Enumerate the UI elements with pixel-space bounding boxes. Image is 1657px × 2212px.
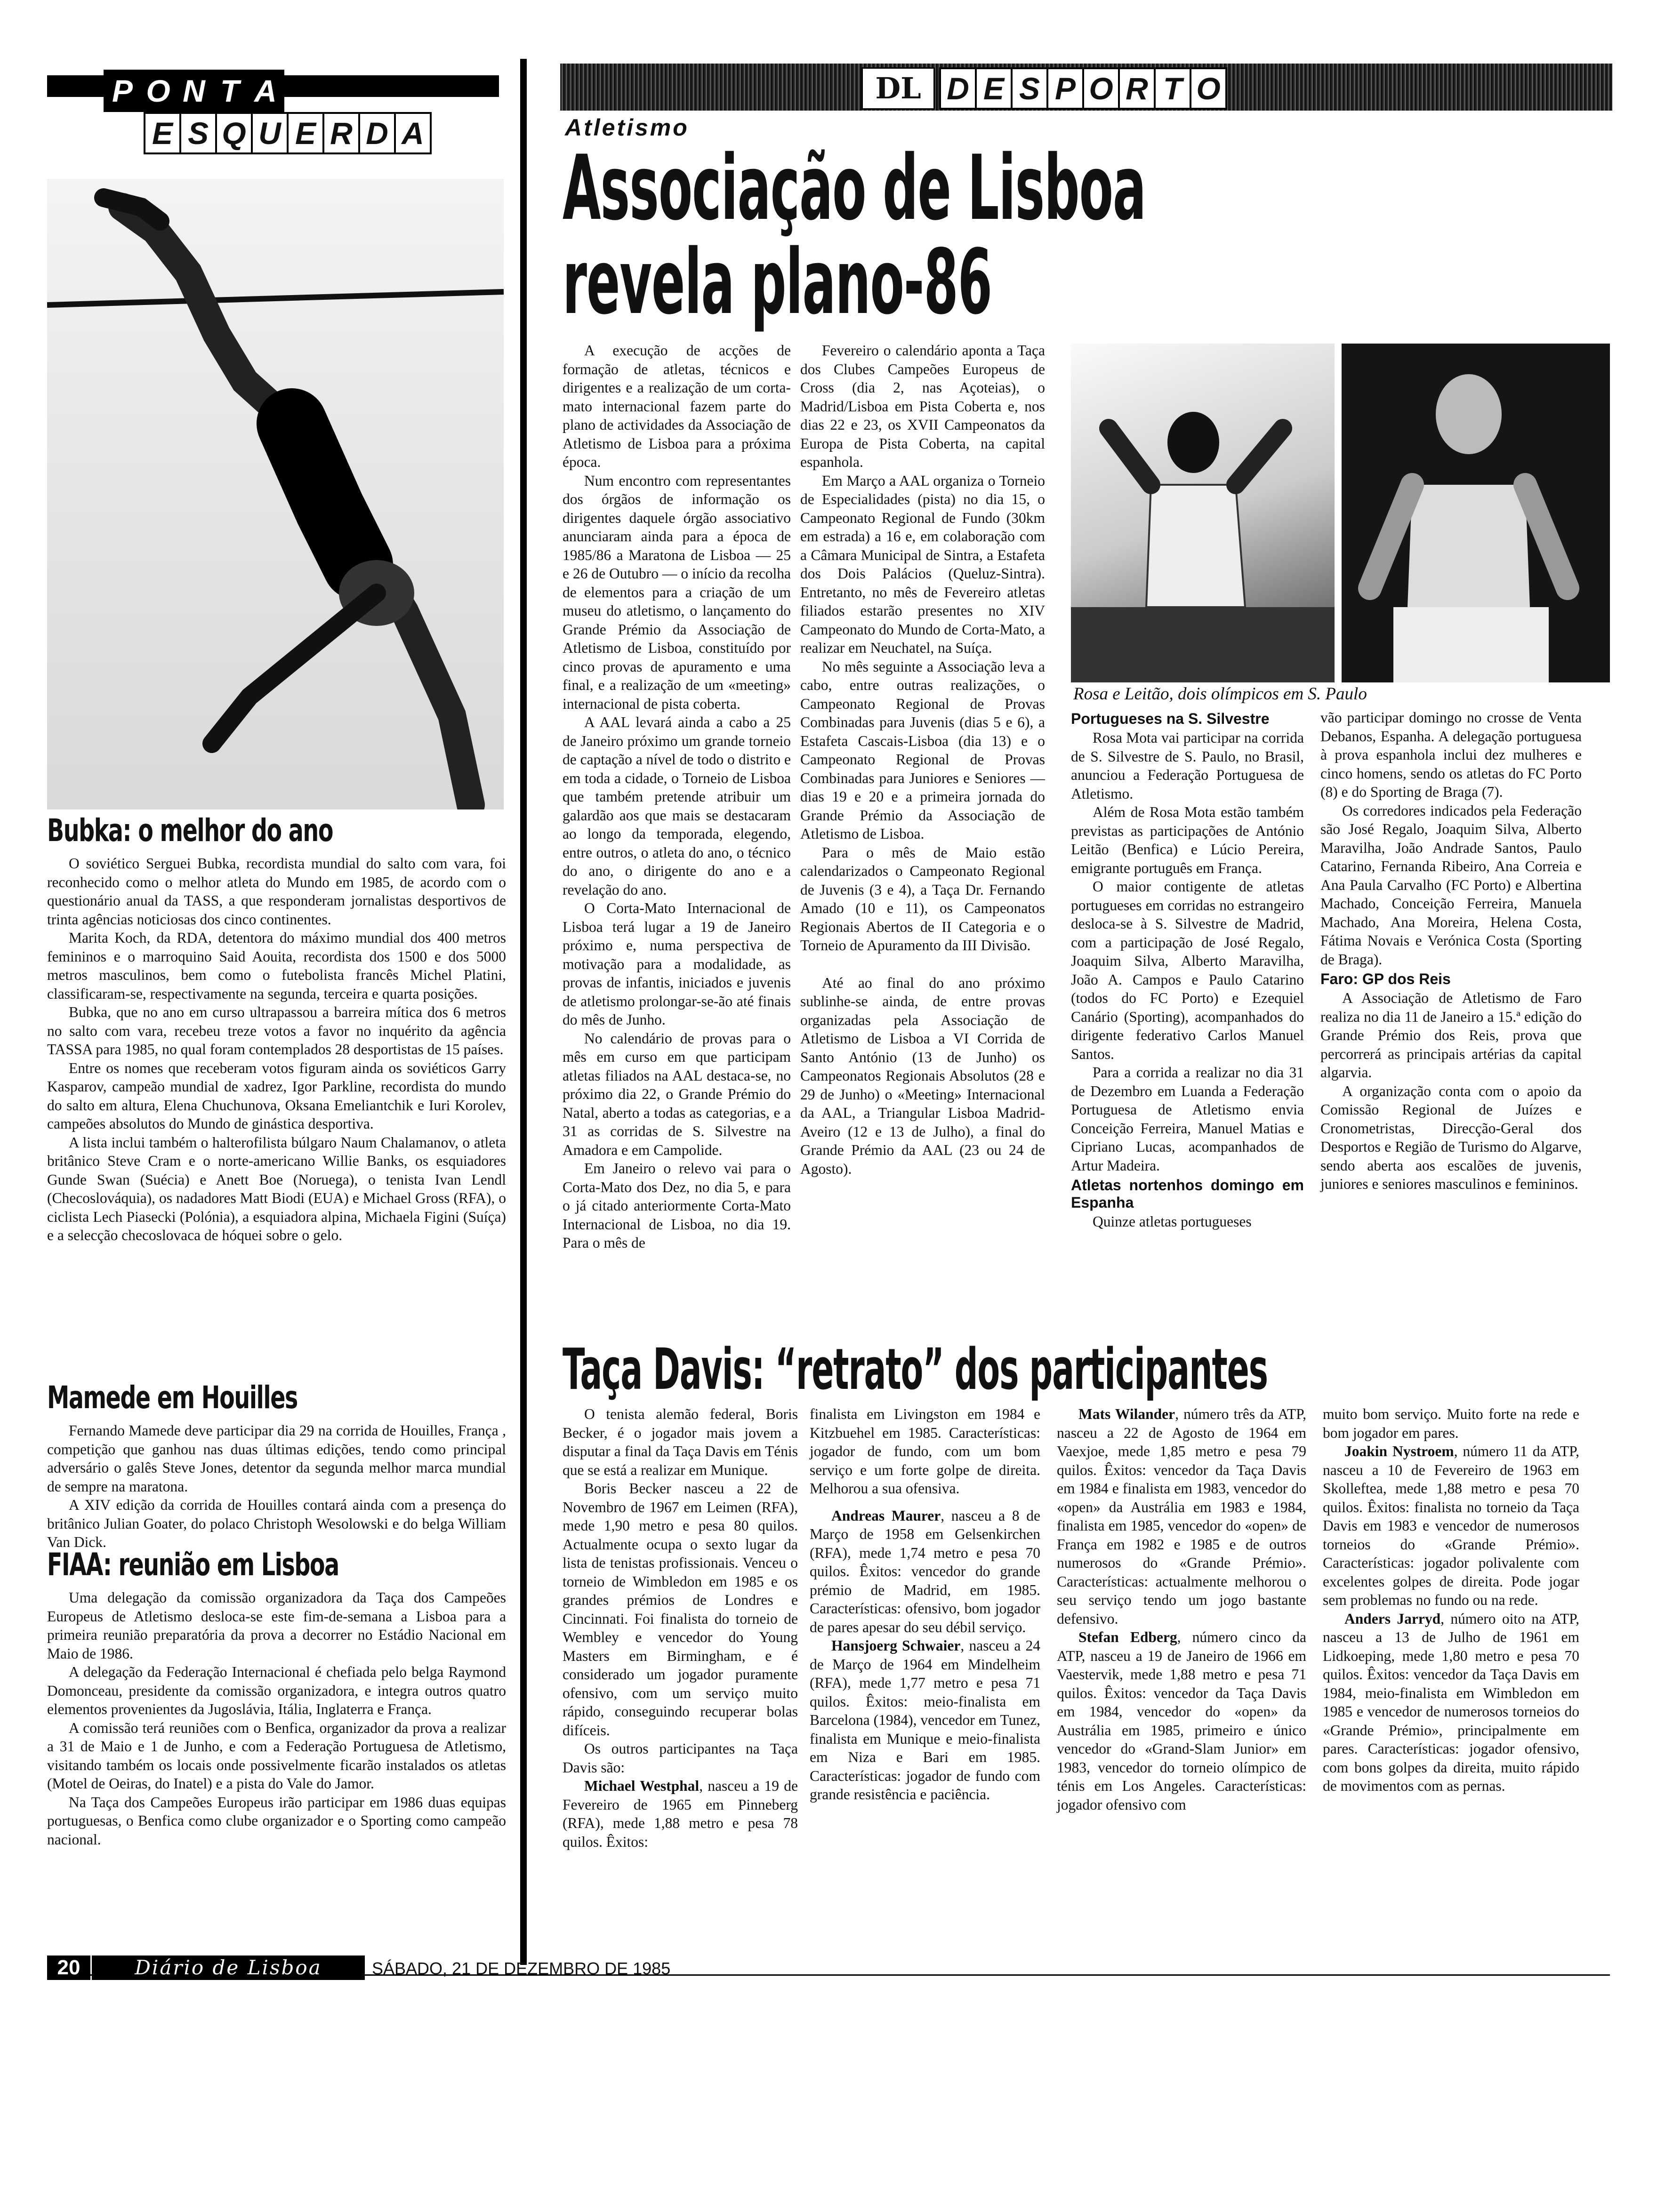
jarryd-name: Anders Jarryd [1344,1610,1441,1627]
section-label-esquerda: E S Q U E R D A [144,112,430,154]
aal-column-2: Fevereiro o calendário aponta a Taça dos Clubes Campeões Europeus de Cross (dia 2, nas Açoteias), o Madrid/Lisboa em Pista Coberta e, nos dias 22 e 23, os XVII Campeonatos da Europa de Pista Coberta, na capital espanhola. Em Março a AAL organiza o Torneio de Especialidades (pista) no dia 15, o Campeonato Regional de Fundo (30km em estrada) a 16 e, em colaboração com a Câmara Municipal de Sintra, a Estafeta dos Dois Palácios (Queluz-Sintra). Entretanto, no mês de Fevereiro atletas filiados estarão presentes no XIV Campeonato do Mundo de Corta-Mato, a realizar em Neuchatel, na Suíça. No mês seguinte a Associação leva a cabo, entre outras realizações, o Campeonato Regional de Provas Combinadas para Juvenis (dias 5 e 6), a Estafeta Cascais-Lisboa (dia 13) e o Campeonato Regional de Provas Combinadas para Juniores e Seniores — dias 19 e 20 e a primeira jornada do Grande Prémio da Associação de Atletismo de Lisboa. Para o mês de Maio estão calendarizados o Campeonato Regional de Juvenis (3 e 4), a Taça Dr. Fernando Amado (10 e 11), os Campeonatos Regionais Abertos de II Categoria e o Torneio de Apuramento da III Divisão. Até ao final do ano próximo sublinhe-se ainda, de entre provas organizadas pela Associação de Atletismo de Lisboa a VI Corrida de Santo António (13 de Junho) os Campeonatos Regionais Absolutos (28 e 29 de Junho) o «Meeting» Internacional da AAL, a Triangular Lisboa Madrid-Aveiro (12 e 13 de Julho), a final do Grande Prémio da AAL (23 ou 24 de Agosto). [800,342,1045,1177]
section-desporto: D E S P O R T O [939,67,1225,110]
ponta-esquerda-label [47,61,499,169]
nystroem-name: Joakin Nystroem [1344,1443,1454,1459]
kicker-atletismo: Atletismo [565,114,689,141]
rosa-mota-photo [1071,344,1335,682]
davis-headline: Taça Davis: “retrato” dos participantes [563,1337,1268,1403]
subhead-faro: Faro: GP dos Reis [1320,970,1451,987]
section-header-bar [560,64,1612,111]
dl-logo: DL [861,67,935,110]
footer-date: SÁBADO, 21 DE DEZEMBRO DE 1985 [372,1959,671,1978]
headline-line-2: revela plano-86 [563,230,992,334]
headline-line-1: Associação de Lisboa [563,136,1146,240]
schwaier-name: Hansjoerg Schwaier [831,1637,961,1654]
subhead-espanha: Atletas nortenhos domingo em Espanha [1071,1177,1304,1211]
davis-column-3: Mats Wilander, número três da ATP, nasceu a 22 de Agosto de 1964 em Vaexjoe, mede 1,85 metro e pesa 79 quilos. Êxitos: vencedor da Taça Davis em 1984 e finalista em 1983, vencedor do «open» da Austrália em 1983 e 1984, finalista em 1985, vencedor do «open» de França em 1982 e 1985 e de outros numerosos do «Grande Prémio». Características: actualmente melhorou o seu serviço tendo um jogo bastante defensivo. Stefan Edberg, número cinco da ATP, nasceu a 19 de Janeiro de 1966 em Vaestervik, mede 1,88 metro e pesa 71 quilos. Êxitos: vencedor da Taça Davis em 1984, vencedor do «open» da Austrália em 1985, primeiro e único vencedor do «Grand-Slam Junior» em 1983, vencedor do torneio olímpico de ténis em Los Angeles. Características: jogador ofensivo com [1057,1406,1306,1813]
davis-column-1: O tenista alemão federal, Boris Becker, é o jogador mais jovem a disputar a final da Taça Davis em Ténis que se está a realizar em Munique. Boris Becker nasceu a 22 de Novembro de 1967 em Leimen (RFA), mede 1,90 metro e pesa 80 quilos. Actualmente ocupa o sexto lugar da lista de tenistas profissionais. Venceu o torneio de Wimbledon em 1985 e os grandes prémios de Londres e Cincinnati. Foi finalista do torneio de Wembley e vencedor do Young Masters em Birmingham, e é considerado um jogador puramente ofensivo, com um serviço muito rápido, conseguindo recuperar bolas difíceis. Os outros participantes na Taça Davis são: Michael Westphal, nasceu a 19 de Fevereiro de 1965 em Pinneberg (RFA), mede 1,88 metro e pesa 78 quilos. Êxitos: [563,1406,798,1850]
bubka-pole-vault-photo [47,179,504,809]
maurer-name: Andreas Maurer [831,1507,941,1524]
masthead: Diário de Lisboa [92,1956,365,1980]
subhead-silvestre: Portugueses na S. Silvestre [1071,710,1270,727]
davis-column-4: muito bom serviço. Muito forte na rede e bom jogador em pares. Joakin Nystroem, número 11 da ATP, nasceu a 10 de Fevereiro de 1963 em Skolleftea, mede 1,88 metro e pesa 70 quilos. Êxitos: finalista no torneio da Taça Davis em 1983 e vencedor de numerosos torneios do «Grande Prémio». Características: jogador polivalente com excelentes golpes de direita. Pode jogar sem problemas no fundo ou na rede. Anders Jarryd, número oito na ATP, nasceu a 13 de Julho de 1961 em Lidkoeping, mede 1,80 metro e pesa 70 quilos. Êxitos: vencedor da Taça Davis em 1984, meio-finalista em Wimbledon em 1985 e vencedor de numerosos torneios do «Grande Prémio», principalmente em pares. Características: jogador ofensivo, com bons golpes da direita, muito rápido de movimentos com as pernas. [1323,1406,1580,1794]
page-number: 20 [47,1956,90,1980]
fiaa-article: Uma delegação da comissão organizadora da Taça dos Campeões Europeus de Atletismo desloca-se este fim-de-semana a Lisboa para a primeira reunião preparatória da prova a decorrer no Estádio Nacional em Maio de 1986. A delegação da Federação Internacional é chefiada pelo belga Raymond Domonceau, presidente da comissão organizadora, e integra outros quatro elementos provenientes da Jugoslávia, Itália, Inglaterra e França. A comissão terá reuniões com o Benfica, organizador da prova a realizar a 31 de Maio e 1 de Junho, e com a Federação Portuguesa de Atletismo, visitando também os locais onde possivelmente ficarão instalados os atletas (Motel de Oeiras, do Inatel) e a pista do Vale do Jamor. Na Taça dos Campeões Europeus irão participar em 1986 duas equipas portuguesas, o Benfica como clube organizador e o Sporting como campeão nacional. [47,1589,506,1848]
aal-column-1: A execução de acções de formação de atletas, técnicos e dirigentes e a realização de um corta-mato internacional fazem parte do plano de actividades da Associação de Atletismo de Lisboa para a próxima época. Num encontro com representantes dos órgãos de informação os dirigentes daquele órgão associativo anunciaram ainda para a época de 1985/86 a Maratona de Lisboa — 25 e 26 de Outubro — o início da recolha de elementos para a criação de um museu do atletismo, o lançamento do Grande Prémio da Associação de Atletismo de Lisboa, constituído por cinco provas de apuramento e uma final, e a realização de um «meeting» internacional de pista coberta. A AAL levará ainda a cabo a 25 de Janeiro próximo um grande torneio de captação a nível de todo o distrito e em toda a cidade, o Torneio de Lisboa que também pretende atribuir um galardão aos que mais se destacaram ao longo da temporada, elegendo, entre outros, o atleta do ano, o técnico do ano, o dirigente do ano e a revelação do ano. O Corta-Mato Internacional de Lisboa terá lugar a 19 de Janeiro próximo e, numa perspectiva de motivação para a modalidade, as provas de infantis, iniciados e juvenis de atletismo prolongar-se-ão até finais do mês de Junho. No calendário de provas para o mês em curso em que participam atletas filiados na AAL destaca-se, no próximo dia 22, o Grande Prémio do Natal, aberto a todas as categorias, e a 31 as corridas de S. Silvestre na Amadora e em Campolide. Em Janeiro o relevo vai para o Corta-Mato dos Dez, no dia 5, e para o já citado anteriormente Corta-Mato Internacional de Lisboa, no dia 19. Para o mês de [563,342,791,1251]
mamede-article: Fernando Mamede deve participar dia 29 na corrida de Houilles, França , competição que ganhou nas duas últimas edições, tendo como principal adversário o galês Steve Jones, detentor da segunda melhor marca mundial de sempre na maratona. A XIV edição da corrida de Houilles contará ainda com a presença do britânico Julian Goater, do polaco Christoph Wesolowski e do belga William Van Dick. [47,1422,506,1550]
bubka-article: O soviético Serguei Bubka, recordista mundial do salto com vara, foi reconhecido como o melhor atleta do Mundo em 1985, de acordo com o questionário anual da TASS, a que responderam jornalistas desportivos de trinta agências noticiosas dos cinco continentes. Marita Koch, da RDA, detentora do máximo mundial dos 400 metros femininos e o marroquino Said Aouita, recordista dos 1500 e dos 5000 metros masculinos, bem como o futebolista francês Michel Platini, classificaram-se, respectivamente na segunda, terceira e quarta posições. Bubka, que no ano em curso ultrapassou a barreira mítica dos 6 metros no salto com vara, recebeu treze votos a favor no inquérito da agência TASSA para 1985, no qual foram contemplados 28 desportistas de 15 países. Entre os nomes que receberam votos figuram ainda os soviéticos Garry Kasparov, campeão mundial de xadrez, Igor Parkline, recordista do mundo do salto em altura, Elena Chuchunova, Oksana Emeliantchik e Iuri Korolev, campeões absolutos do Mundo de ginástica desportiva. A lista inclui também o halterofilista búlgaro Naum Chalamanov, o atleta britânico Steve Cram e o norte-americano Willie Banks, os esquiadores Gunde Swan (Suécia) e Anett Boe (Noruega), o tenista Ivan Lendl (Checoslováquia), os nadadores Matt Biodi (EUA) e Michael Gross (RFA), o ciclista Lech Piasecki (Polónia), a esquiadora alpina, Michaela Figini (Suíça) e a selecção checoslovaca de hóquei sobre o gelo. [47,855,506,1243]
aal-column-3: Portugueses na S. Silvestre Rosa Mota vai participar na corrida de S. Silvestre de S. Paulo, no Brasil, anunciou a Federação Portuguesa de Atletismo. Além de Rosa Mota estão também previstas as participações de António Leitão (Benfica) e Lúcio Pereira, emigrante português em França. O maior contigente de atletas portugueses em corridas no estrangeiro desloca-se à S. Silvestre de Madrid, com a participação de José Regalo, Joaquim Silva, Alberto Maravilha, João A. Campos e Paulo Catarino (todos do FC Porto) e Ezequiel Canário (Sporting), acompanhados do dirigente federativo Carlos Manuel Santos. Para a corrida a realizar no dia 31 de Dezembro em Luanda a Federação Portuguesa de Atletismo envia Conceição Ferreira, Manuel Matias e Cipriano Lucas, acompanhados de Artur Madeira. Atletas nortenhos domingo em Espanha Quinze atletas portugueses [1071,710,1304,1230]
aal-column-4: vão participar domingo no crosse de Venta Debanos, Espanha. A delegação portuguesa à prova espanhola inclui dez mulheres e cinco homens, sendo os atletas do FC Porto (8) e do Sporting de Braga (7). Os corredores indicados pela Federação são José Regalo, Joaquim Silva, Alberto Maravilha, João Andrade Santos, Paulo Catarino, Fernanda Ribeiro, Ana Correia e Ana Paula Carvalho (FC Porto) e Albertina Machado, Conceição Ferreira, Manuela Machado, Ana Moreira, Helena Costa, Fátima Novais e Verónica Costa (Sporting de Braga). Faro: GP dos Reis A Associação de Atletismo de Faro realiza no dia 11 de Janeiro a 15.ª edição do Grande Prémio dos Reis, prova que percorrerá as principais artérias da capital algarvia. A organização conta com o apoio da Comissão Regional de Juízes e Cronometristas, Direcção-Geral dos Desportos e Região de Turismo do Algarve, sendo aberta aos escalões de juvenis, juniores e seniores masculinos e femininos. [1320,709,1582,1192]
westphal-name: Michael Westphal [584,1778,700,1794]
fiaa-headline: FIAA: reunião em Lisboa [47,1547,339,1583]
mamede-headline: Mamede em Houilles [47,1379,298,1416]
wilander-name: Mats Wilander [1078,1406,1175,1422]
photo-caption: Rosa e Leitão, dois olímpicos em S. Paulo [1073,684,1367,704]
section-label-ponta: P O N T A [104,70,282,112]
antonio-leitao-photo [1342,344,1610,682]
column-divider [520,59,527,1965]
edberg-name: Stefan Edberg [1078,1629,1177,1645]
bubka-headline: Bubka: o melhor do ano [47,812,333,849]
davis-column-2: finalista em Livingston em 1984 e Kitzbuehel em 1985. Características: jogador de fundo, com um bom serviço e um forte golpe de direita. Melhorou a sua ofensiva. Andreas Maurer, nasceu a 8 de Março de 1958 em Gelsenkirchen (RFA), mede 1,74 metro e pesa 70 quilos. Êxitos: vencedor do grande prémio de Madrid, em 1985. Características: ofensivo, bom jogador de pares apesar do seu débil serviço. Hansjoerg Schwaier, nasceu a 24 de Março de 1964 em Mindelheim (RFA), mede 1,77 metro e pesa 71 quilos. Êxitos: meio-finalista em Barcelona (1984), vencedor em Tunez, finalista em Munique e meio-finalista em Niza e Bari em 1985. Características: jogador de fundo com grande resistência e paciência. [810,1406,1041,1803]
